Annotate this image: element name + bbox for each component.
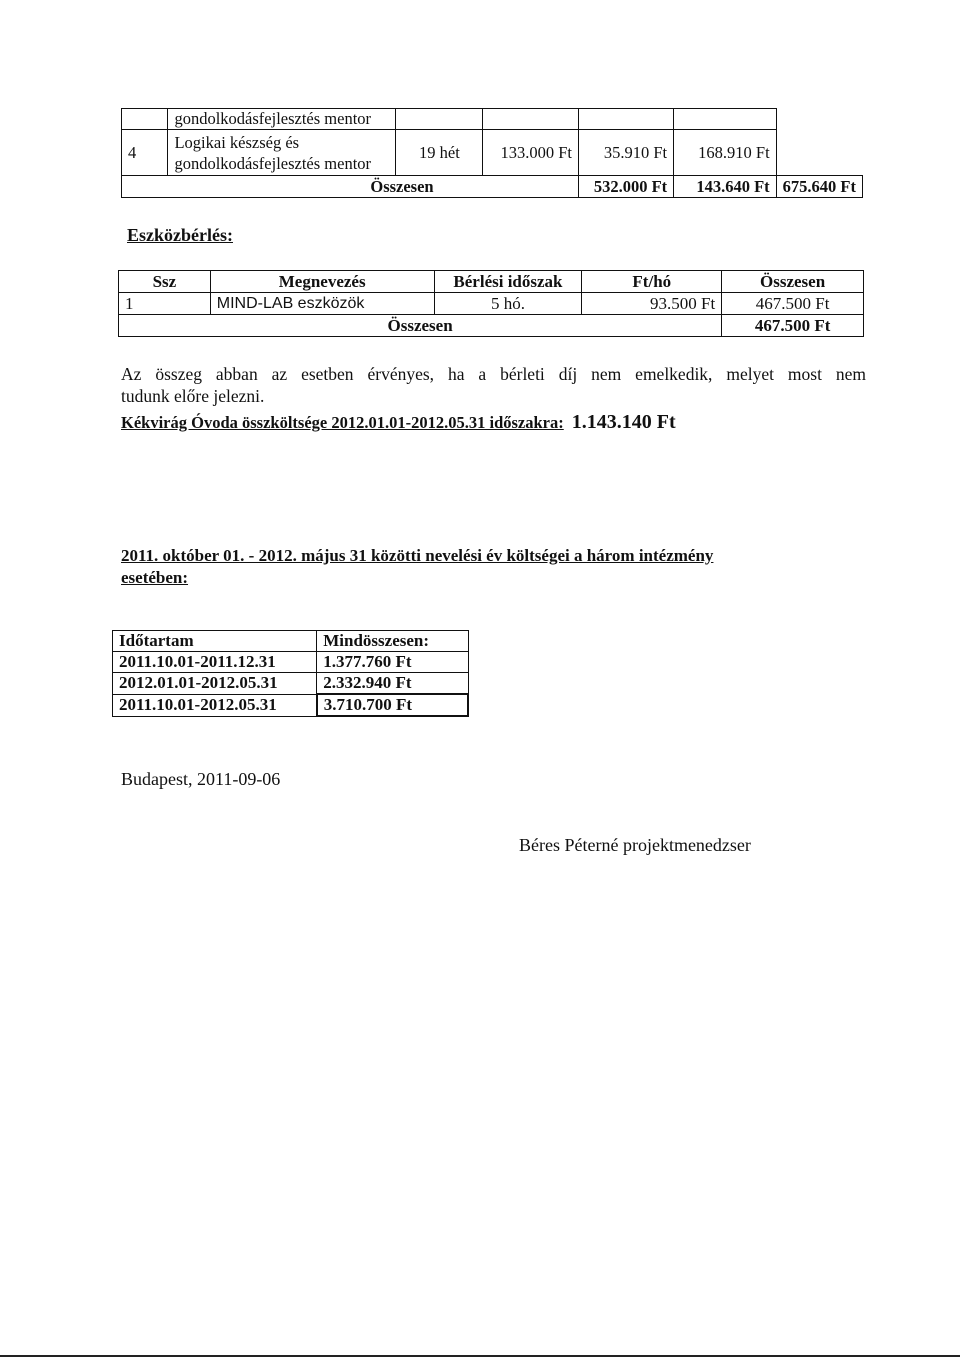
table-header-row	[113, 631, 469, 652]
column-header: Bérlési időszak	[434, 271, 582, 293]
column-header: Ssz	[119, 271, 211, 293]
section-heading: Eszközbérlés:	[127, 225, 233, 245]
table-cell	[122, 109, 168, 130]
table-cell	[168, 130, 396, 176]
total-value: 467.500 Ft	[722, 315, 864, 337]
table-cell: 2.332.940 Ft	[317, 673, 468, 695]
period-total-table	[112, 630, 469, 717]
table-row	[113, 673, 469, 695]
table-cell: MIND-LAB eszközök	[210, 293, 434, 315]
table-row	[119, 293, 864, 315]
note-paragraph	[121, 363, 866, 407]
item-name-line2: gondolkodásfejlesztés mentor	[174, 153, 372, 173]
table-cell: 1	[119, 293, 211, 315]
costs-heading-line1: 2011. október 01. - 2012. május 31 közötti nevelési év költségei a három intézmény	[121, 546, 714, 565]
kekvirag-total	[121, 411, 676, 434]
table-cell: 19 hét	[396, 130, 483, 176]
table-cell: 3.710.700 Ft	[317, 694, 468, 716]
total-label: Összesen	[119, 315, 722, 337]
table-header-row	[119, 271, 864, 293]
table-row-total	[122, 176, 863, 198]
kekvirag-label: Kékvirág Óvoda összköltsége 2012.01.01-2012.05.31 időszakra:	[121, 413, 564, 432]
table-row	[122, 130, 863, 176]
table-cell: 467.500 Ft	[722, 293, 864, 315]
item-name-line1: Logikai készség és	[174, 132, 300, 152]
table-cell: 2012.01.01-2012.05.31	[113, 673, 317, 695]
column-header: Időtartam	[113, 631, 317, 652]
table-row	[113, 694, 469, 716]
total-label	[122, 176, 579, 198]
table-cell: 133.000 Ft	[483, 130, 579, 176]
signature: Béres Péterné projektmenedzser	[519, 835, 751, 855]
table-row	[113, 652, 469, 673]
table-cell	[578, 109, 673, 130]
column-header: Mindösszesen:	[317, 631, 468, 652]
rental-table	[118, 270, 864, 337]
column-header: Ft/hó	[582, 271, 722, 293]
table-cell: 675.640 Ft	[776, 176, 862, 198]
table-cell	[674, 109, 777, 130]
table-row	[122, 109, 863, 130]
note-line2: tudunk előre jelezni.	[121, 386, 265, 406]
table-cell: 35.910 Ft	[578, 130, 673, 176]
table-cell: 2011.10.01-2011.12.31	[113, 652, 317, 673]
table-cell	[396, 109, 483, 130]
table-cell: 168.910 Ft	[674, 130, 777, 176]
table-cell: 532.000 Ft	[578, 176, 673, 198]
table-cell: 93.500 Ft	[582, 293, 722, 315]
table-cell	[483, 109, 579, 130]
column-header: Összesen	[722, 271, 864, 293]
column-header: Megnevezés	[210, 271, 434, 293]
table-row-total	[119, 315, 864, 337]
row-number: 4	[122, 130, 168, 176]
costs-heading-line2: esetében:	[121, 568, 189, 587]
place-date: Budapest, 2011-09-06	[121, 769, 281, 789]
kekvirag-value: 1.143.140 Ft	[571, 411, 676, 433]
table-cell: 1.377.760 Ft	[317, 652, 468, 673]
note-line1: Az összeg abban az esetben érvényes, ha a bérleti díj nem emelkedik, melyet most nem	[121, 364, 866, 384]
costs-heading	[121, 545, 713, 589]
table-cell: gondolkodásfejlesztés mentor	[168, 109, 396, 130]
total-label-text: Összesen	[370, 176, 434, 196]
table-cell: 143.640 Ft	[674, 176, 777, 198]
mentor-cost-table	[121, 108, 863, 198]
table-cell: 2011.10.01-2012.05.31	[113, 694, 317, 716]
table-cell: 5 hó.	[434, 293, 582, 315]
